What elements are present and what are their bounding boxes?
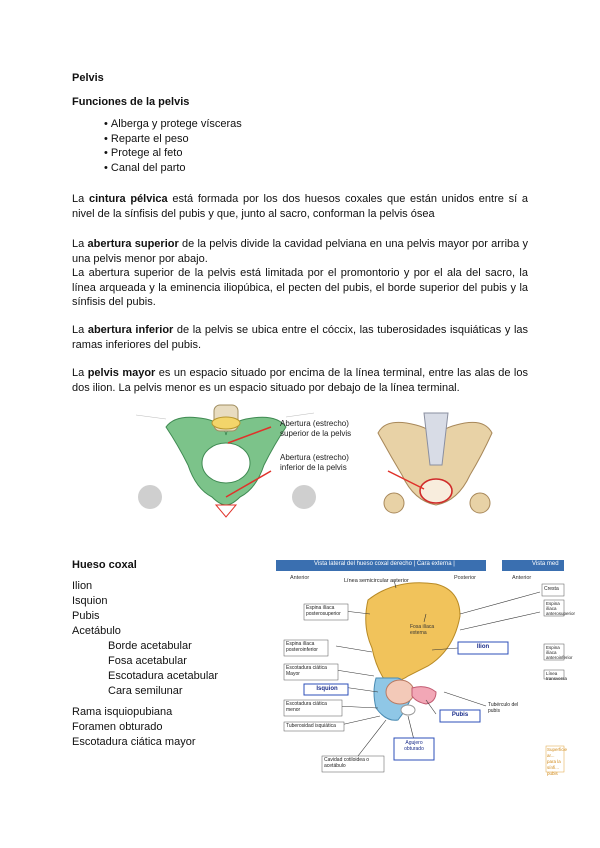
paragraph-inferior: La abertura inferior de la pelvis se ubica entre el cóccix, las tuberosidades isquiáticas y las ramas inferiores del pubis. xyxy=(72,324,529,351)
list-item: • Canal del parto xyxy=(104,161,242,176)
paragraph-superior: La abertura superior de la pelvis divide la cavidad pelviana en una pelvis mayor por arriba y una pelvis menor por abajo. xyxy=(72,238,528,265)
page-title: Pelvis xyxy=(72,72,104,84)
list-item: Foramen obturado xyxy=(72,721,163,733)
label-espina-ps: Espina ilíaca posterosuperior xyxy=(306,605,341,617)
label-linea-inf: Línea transversa xyxy=(546,671,568,681)
list-item: Cara semilunar xyxy=(108,685,183,697)
list-item: Escotadura acetabular xyxy=(108,670,219,682)
term-superior: abertura superior xyxy=(87,238,179,250)
label-escotadura-mayor: Escotadura ciática Mayor xyxy=(286,665,327,677)
paragraph-cintura: La cintura pélvica está formada por los dos huesos coxales que están unidos entre sí a nivel de la sínfisis del pubis y que, junto al sacro, conforman la pelvis ósea xyxy=(72,193,528,220)
label-tuberosidad: Tuberosidad isquiática xyxy=(286,723,336,729)
label-escotadura-menor: Escotadura ciática menor xyxy=(286,701,327,713)
figure-header-right: Vista med xyxy=(532,561,559,567)
label-cresta: Cresta xyxy=(544,586,559,592)
label-tuberculo: Tubérculo del pubis xyxy=(488,702,519,714)
list-item: Isquion xyxy=(72,595,108,607)
term-inferior: abertura inferior xyxy=(87,324,174,336)
label-posterior: Posterior xyxy=(454,575,477,581)
label-abertura-superior: Abertura (estrecho) superior de la pelvis xyxy=(280,419,352,438)
coxal-figure xyxy=(276,560,576,780)
term-cintura: cintura pélvica xyxy=(88,193,168,205)
label-espina-pi: Espina ilíaca posteroinferior xyxy=(286,641,318,653)
label-isquion: Isquion xyxy=(316,686,338,692)
coxal-others-list xyxy=(72,705,196,750)
label-linea: Línea semicircular anterior xyxy=(344,578,409,584)
label-superficie: Superficie ar... para la sínfi... pubis xyxy=(547,747,568,776)
label-anterior-right: Anterior xyxy=(512,575,532,581)
list-item: • Reparte el peso xyxy=(104,132,242,147)
coxal-heading: Hueso coxal xyxy=(72,559,137,571)
coxal-parts-list xyxy=(72,579,121,639)
pelvis-figure xyxy=(136,405,496,521)
list-item: Fosa acetabular xyxy=(108,655,187,667)
label-cavidad: Cavidad cotiloidea o acetábulo xyxy=(324,757,370,769)
label-abertura-inferior: Abertura (estrecho) inferior de la pelvis xyxy=(280,453,349,472)
term-mayor: pelvis mayor xyxy=(87,367,156,379)
list-item: Borde acetabular xyxy=(108,640,192,652)
beige-pelvis-drawing xyxy=(378,413,492,513)
label-ilion: Ilion xyxy=(476,644,490,650)
label-anterior: Anterior xyxy=(290,575,310,581)
figure-header-left: Vista lateral del hueso coxal derecho | Cara externa | xyxy=(314,561,455,567)
label-espina-ai: Espina ilíaca anteroinferior xyxy=(546,645,573,660)
list-item: Pubis xyxy=(72,610,100,622)
list-item: • Alberga y protege vísceras xyxy=(104,117,242,132)
list-item: Acetábulo xyxy=(72,625,121,637)
list-item: Ilion xyxy=(72,580,93,592)
list-item: • Protege al feto xyxy=(104,146,242,161)
funciones-heading: Funciones de la pelvis xyxy=(72,96,190,108)
funciones-list xyxy=(104,117,242,175)
paragraph-mayor: La pelvis mayor es un espacio situado por encima de la línea terminal, entre las alas de los dos ilion. La pelvis menor es un espacio situado por debajo de la línea terminal. xyxy=(72,367,528,394)
paragraph-superior-2: La abertura superior de la pelvis está limitada por el promontorio y por el ala del sacro, la línea arqueada y la eminencia iliopúbica, el pecten del pubis, el borde superior del pubis y la sínfisis del pubis. xyxy=(72,267,528,308)
acetabulo-list xyxy=(108,639,218,699)
list-item: Escotadura ciática mayor xyxy=(72,736,196,748)
list-item: Rama isquiopubiana xyxy=(72,706,173,718)
label-pubis: Pubis xyxy=(451,712,469,718)
label-fosa: Fosa ilíaca externa xyxy=(410,624,435,636)
label-espina-as: Espina ilíaca anterosuperior xyxy=(546,601,576,616)
label-agujero: Agujero obturado xyxy=(404,740,424,752)
